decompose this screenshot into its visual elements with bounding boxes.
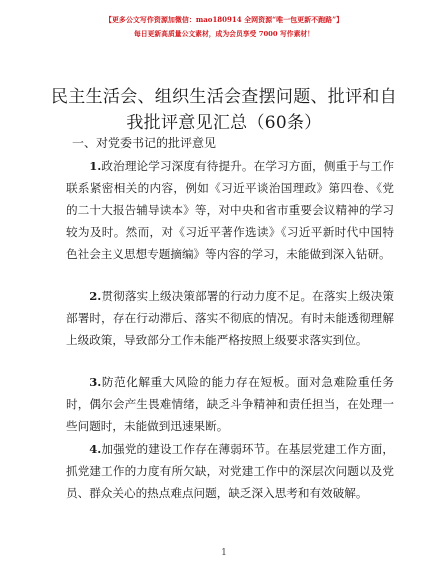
item-number: 3. — [89, 375, 102, 389]
item-number: 4. — [89, 442, 102, 456]
section-heading: 一、对党委书记的批评意见 — [72, 136, 217, 150]
document-title — [40, 84, 408, 136]
document-title-line-2: 我批评意见汇总（60条） — [126, 113, 322, 133]
item-number: 1. — [89, 159, 102, 173]
promo-banner-line-2: 每日更新高质量公文素材，成为会员享受 7000 写作素材！ — [134, 30, 314, 38]
document-title-line-1: 民主生活会、组织生活会查摆问题、批评和自 — [51, 87, 397, 107]
item-number: 2. — [89, 289, 102, 303]
item-text: 政治理论学习深度有待提升。在学习方面，侧重于与工作联系紧密相关的内容，例如《习近平谈治国理政》第四卷、《党的二十大报告辅导读本》等，对中央和省市重要会议精神的学习较为及时。然而，对《习近平著作选读》《习近平新时代中国特色社会主义思想专题摘编》等内容的学习，未能做到深入钻研。 — [66, 159, 394, 261]
criticism-item-1 — [66, 155, 394, 265]
criticism-item-4 — [66, 438, 394, 504]
criticism-item-2 — [66, 285, 394, 351]
promo-banner-line-1: 【更多公文写作资源加微信：mao180914 全网资源“唯一包更新不跑路”】 — [104, 15, 344, 24]
item-text: 贯彻落实上级决策部署的行动力度不足。在落实上级决策部署时，存在行动滞后、落实不彻底的情况。有时未能透彻理解上级政策，导致部分工作未能严格按照上级要求落实到位。 — [66, 289, 394, 347]
criticism-item-3 — [66, 371, 394, 437]
item-text: 防范化解重大风险的能力存在短板。面对急难险重任务时，偶尔会产生畏难情绪，缺乏斗争精神和责任担当，在处理一些问题时，未能做到迅速果断。 — [66, 375, 394, 433]
page-number: 1 — [221, 548, 227, 558]
item-text: 加强党的建设工作存在薄弱环节。在基层党建工作方面，抓党建工作的力度有所欠缺，对党建工作中的深层次问题以及党员、群众关心的热点难点问题，缺乏深入思考和有效破解。 — [66, 442, 394, 500]
